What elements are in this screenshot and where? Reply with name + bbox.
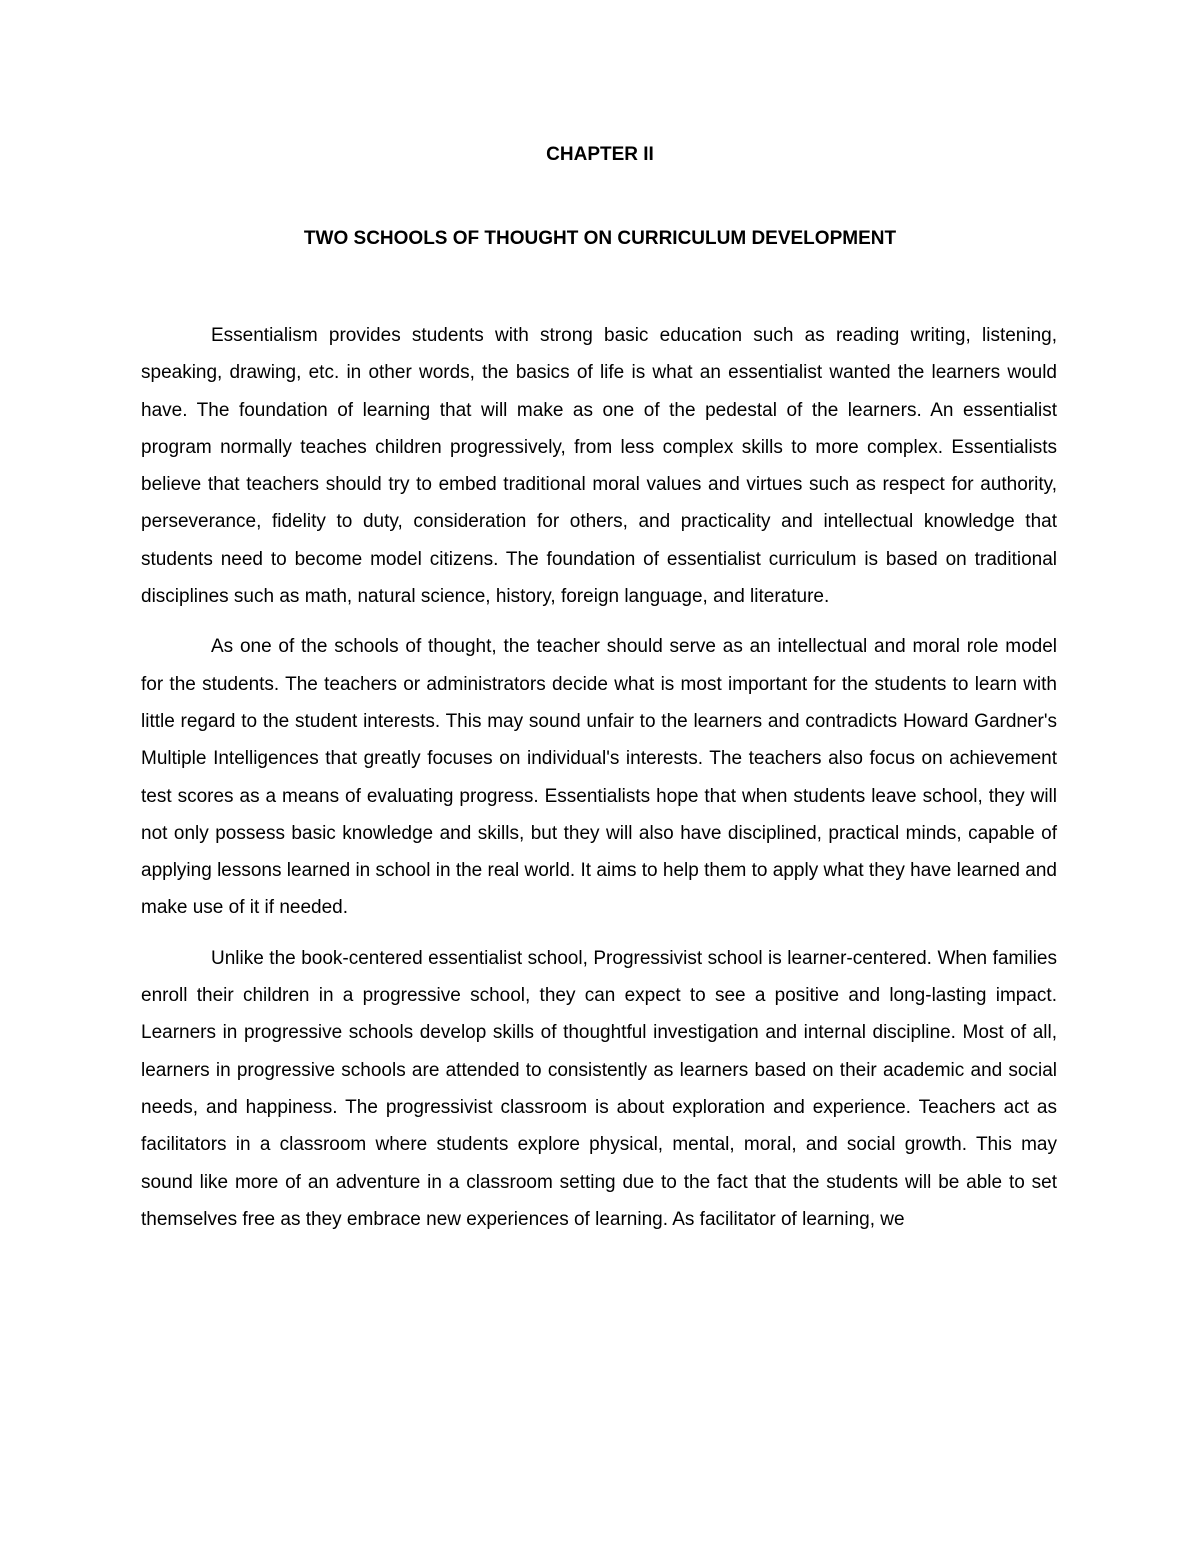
paragraph-essentialism: Essentialism provides students with strong basic education such as reading writing, listening, speaking, drawing, etc. in other words, the basics of life is what an essentialist wanted the learners would have. The foundation of learning that will make as one of the pedestal of the learners. An essentialist program normally teaches children progressively, from less complex skills to more complex. Essentialists believe that teachers should try to embed traditional moral values and virtues such as respect for authority, perseverance, fidelity to duty, consideration for others, and practicality and intellectual knowledge that students need to become model citizens. The foundation of essentialist curriculum is based on traditional disciplines such as math, natural science, history, foreign language, and literature. (141, 325, 1057, 608)
body-text (141, 317, 1057, 1251)
chapter-title: TWO SCHOOLS OF THOUGHT ON CURRICULUM DEVELOPMENT (303, 228, 897, 249)
chapter-label: CHAPTER II (546, 144, 654, 165)
paragraph-teacher-role: As one of the schools of thought, the teacher should serve as an intellectual and moral role model for the students. The teachers or administrators decide what is most important for the students to learn with little regard to the student interests. This may sound unfair to the learners and contradicts Howard Gardner's Multiple Intelligences that greatly focuses on individual's interests. The teachers also focus on achievement test scores as a means of evaluating progress. Essentialists hope that when students leave school, they will not only possess basic knowledge and skills, but they will also have disciplined, practical minds, capable of applying lessons learned in school in the real world. It aims to help them to apply what they have learned and make use of it if needed. (141, 636, 1057, 919)
paragraph-progressivism: Unlike the book-centered essentialist school, Progressivist school is learner-centered. When families enroll their children in a progressive school, they can expect to see a positive and long-lasting impact. Learners in progressive schools develop skills of thoughtful investigation and internal discipline. Most of all, learners in progressive schools are attended to consistently as learners based on their academic and social needs, and happiness. The progressivist classroom is about exploration and experience. Teachers act as facilitators in a classroom where students explore physical, mental, moral, and social growth. This may sound like more of an adventure in a classroom setting due to the fact that the students will be able to set themselves free as they embrace new experiences of learning. As facilitator of learning, we (141, 947, 1057, 1230)
